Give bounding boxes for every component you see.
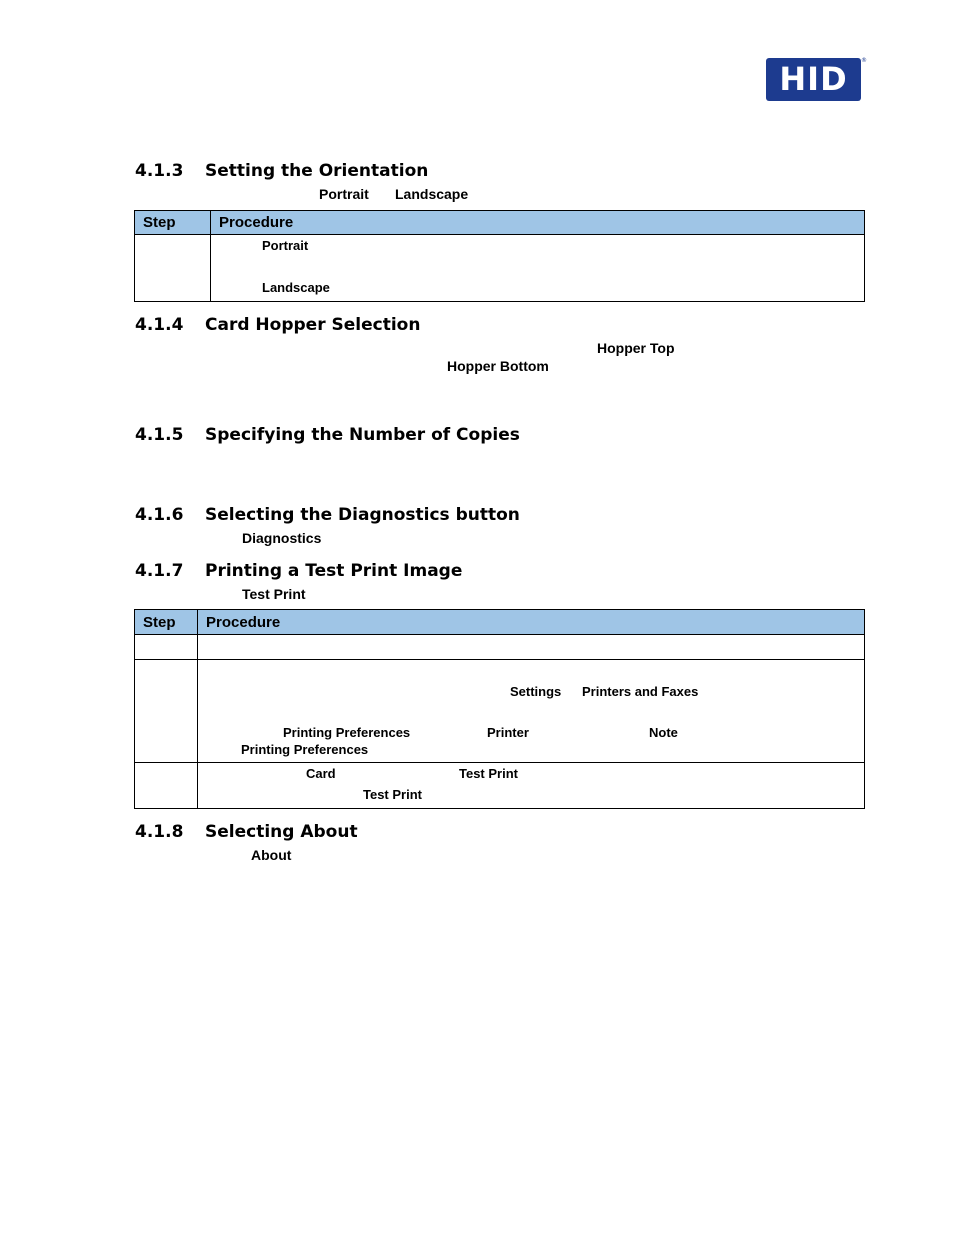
- table-divider: [210, 211, 211, 301]
- test-print-label: Test Print: [242, 586, 306, 602]
- procedure-text: Portrait: [262, 238, 309, 253]
- heading-4-1-8: [135, 822, 358, 842]
- procedure-text: Printer: [487, 725, 529, 740]
- heading-number: 4.1.6: [135, 505, 184, 525]
- procedure-text: Card: [306, 766, 336, 781]
- table-row-divider: [135, 659, 864, 660]
- heading-number: 4.1.5: [135, 425, 184, 445]
- registered-mark: ®: [861, 57, 867, 64]
- heading-number: 4.1.8: [135, 822, 184, 842]
- procedure-text: Printers and Faxes: [582, 684, 699, 699]
- hopper-bottom-label: Hopper Bottom: [447, 358, 549, 374]
- heading-4-1-7: [135, 561, 462, 581]
- orientation-landscape-label: Landscape: [395, 186, 469, 202]
- heading-4-1-6: [135, 505, 520, 525]
- table-divider: [197, 610, 198, 808]
- heading-number: 4.1.4: [135, 315, 184, 335]
- step-column-header: Step: [143, 614, 176, 631]
- diagnostics-label: Diagnostics: [242, 530, 322, 546]
- table-row-divider: [135, 762, 864, 763]
- procedure-text: Note: [649, 725, 678, 740]
- heading-text: Selecting the Diagnostics button: [205, 505, 520, 525]
- heading-text: Setting the Orientation: [205, 161, 429, 181]
- step-column-header: Step: [143, 214, 176, 231]
- heading-4-1-3: [135, 161, 428, 181]
- orientation-portrait-label: Portrait: [319, 186, 369, 202]
- procedure-text: Landscape: [262, 280, 330, 295]
- procedure-text: Printing Preferences: [241, 742, 369, 757]
- heading-number: 4.1.7: [135, 561, 184, 581]
- heading-text: Selecting About: [205, 822, 358, 842]
- heading-text: Card Hopper Selection: [205, 315, 421, 335]
- hid-logo: HID: [766, 58, 861, 101]
- procedure-text: Printing Preferences: [283, 725, 411, 740]
- procedure-column-header: Procedure: [219, 214, 294, 231]
- about-label: About: [251, 847, 292, 863]
- heading-text: Printing a Test Print Image: [205, 561, 463, 581]
- heading-number: 4.1.3: [135, 161, 184, 181]
- procedure-text: Settings: [510, 684, 562, 699]
- heading-4-1-5: [135, 425, 520, 445]
- procedure-text: Test Print: [363, 787, 422, 802]
- heading-4-1-4: [135, 315, 420, 335]
- procedure-text: Test Print: [459, 766, 518, 781]
- heading-text: Specifying the Number of Copies: [205, 425, 520, 445]
- hopper-top-label: Hopper Top: [597, 340, 675, 356]
- procedure-column-header: Procedure: [206, 614, 281, 631]
